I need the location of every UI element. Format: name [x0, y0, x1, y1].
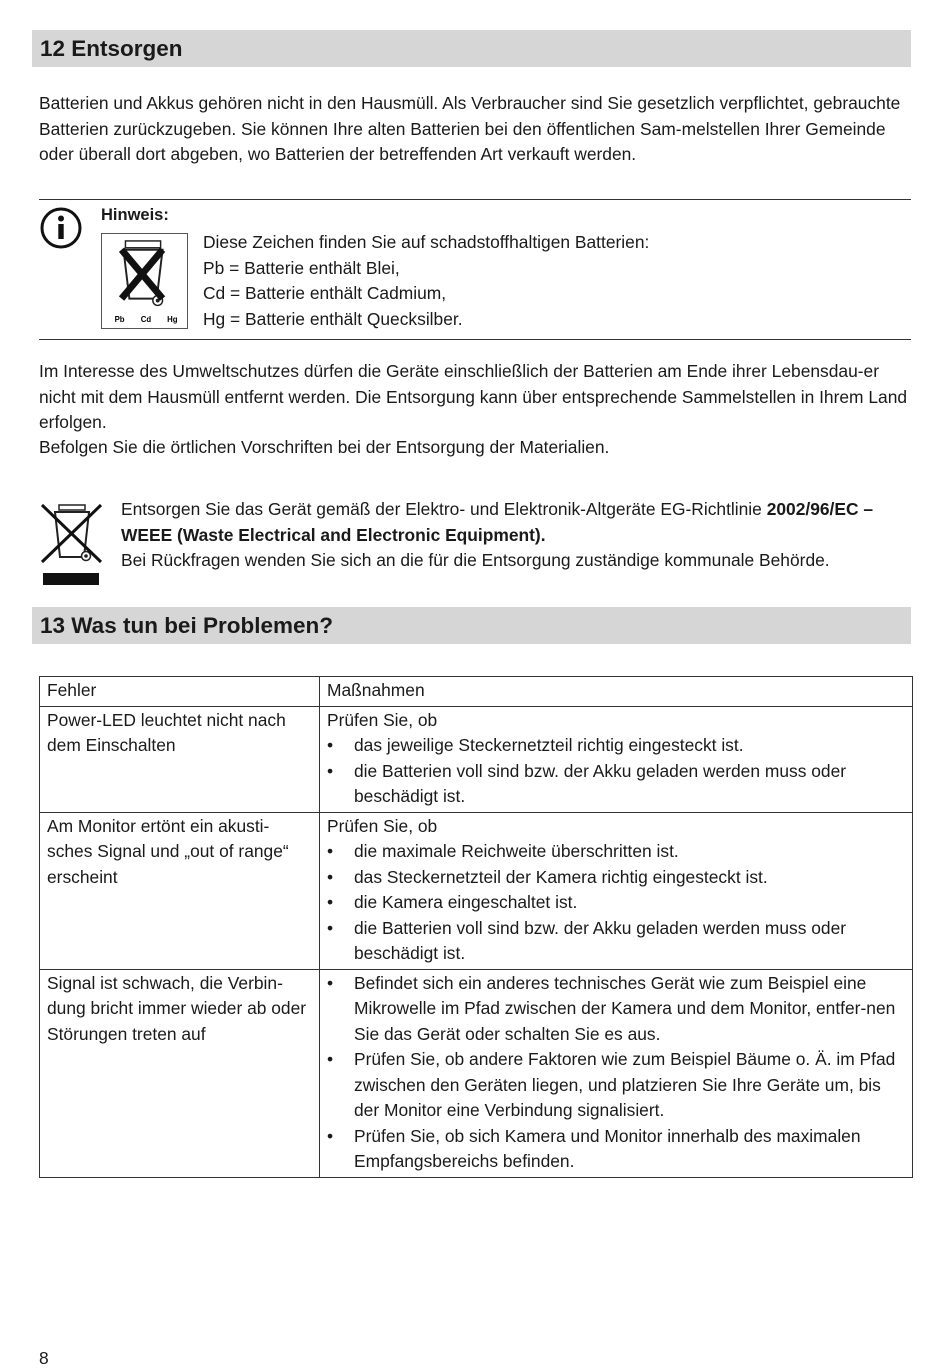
table-row	[40, 812, 913, 969]
battery-label-cd: Cd	[140, 315, 152, 325]
note-text	[203, 230, 903, 332]
weee-text: Entsorgen Sie das Gerät gemäß der Elektro- und Elektronik-Altgeräte EG-Richtlinie	[121, 499, 767, 519]
list-item	[327, 890, 906, 916]
weee-directive: 2002/96/EC – WEEE (Waste Electrical and Electronic Equipment).	[121, 499, 874, 545]
measures-cell	[320, 706, 913, 812]
info-icon	[40, 207, 82, 249]
weee-contact-text: Bei Rückfragen wenden Sie sich an die für die Entsorgung zuständige kommunale Behörde.	[121, 550, 830, 570]
bullet: •	[327, 735, 334, 755]
section-heading-entsorgen: 12 Entsorgen	[32, 30, 911, 67]
measures-cell	[320, 812, 913, 969]
bullet: •	[327, 1049, 334, 1069]
bullet: •	[327, 972, 334, 993]
page-number: 8	[39, 1348, 49, 1368]
table-header-row	[40, 677, 913, 707]
note-line: Cd = Batterie enthält Cadmium,	[203, 283, 447, 303]
bullet: •	[327, 841, 334, 861]
measures-cell	[320, 969, 913, 1177]
divider	[39, 199, 911, 200]
list-item	[327, 1124, 906, 1175]
divider	[39, 339, 911, 340]
bullet: •	[327, 1125, 334, 1146]
battery-label-hg: Hg	[167, 315, 178, 325]
bullet: •	[327, 917, 334, 938]
fault-cell: Am Monitor ertönt ein akusti-sches Signal und „out of range“ erscheint	[40, 812, 320, 969]
measures-lead: Prüfen Sie, ob	[327, 815, 438, 836]
table-row	[40, 969, 913, 1177]
battery-label-pb: Pb	[114, 315, 125, 325]
bullet: •	[327, 760, 334, 781]
list-item-text: Prüfen Sie, ob sich Kamera und Monitor innerhalb des maximalen Empfangsbereichs befinden.	[354, 1125, 861, 1171]
list-item	[327, 733, 906, 759]
list-item-text: die Batterien voll sind bzw. der Akku geladen werden muss oder beschädigt ist.	[354, 917, 847, 963]
list-item-text: Prüfen Sie, ob andere Faktoren wie zum Beispiel Bäume o. Ä. im Pfad zwischen den Geräten liegen, und platzieren Sie Ihre Geräte um, bis der Monitor eine Verbindung signalisiert.	[354, 1049, 896, 1120]
list-item-text: das jeweilige Steckernetzteil richtig eingesteckt ist.	[354, 735, 744, 755]
weee-paragraph	[121, 497, 911, 574]
bullet: •	[327, 866, 334, 887]
list-item	[327, 839, 906, 865]
list-item-text: Befindet sich ein anderes technisches Gerät wie zum Beispiel eine Mikrowelle im Pfad zwischen der Kamera und dem Monitor, entfer-nen Sie das Gerät oder schalten Sie es aus.	[354, 972, 896, 1044]
note-line: Diese Zeichen finden Sie auf schadstoffhaltigen Batterien:	[203, 232, 650, 252]
section-heading-problems: 13 Was tun bei Problemen?	[32, 607, 911, 644]
list-item	[327, 971, 906, 1048]
list-item-text: die Kamera eingeschaltet ist.	[354, 892, 578, 912]
list-item-text: die Batterien voll sind bzw. der Akku geladen werden muss oder beschädigt ist.	[354, 760, 847, 806]
column-header-measures: Maßnahmen	[320, 677, 913, 707]
troubleshooting-table	[39, 676, 913, 1178]
measures-lead: Prüfen Sie, ob	[327, 709, 438, 730]
list-item-text: die maximale Reichweite überschritten ist.	[354, 841, 679, 861]
regulations-paragraph: Befolgen Sie die örtlichen Vorschriften bei der Entsorgung der Materialien.	[39, 437, 610, 457]
list-item-text: das Steckernetzteil der Kamera richtig eingesteckt ist.	[354, 866, 768, 887]
fault-cell: Power-LED leuchtet nicht nach dem Einschalten	[40, 706, 320, 812]
intro-paragraph: Batterien und Akkus gehören nicht in den Hausmüll. Als Verbraucher sind Sie gesetzlich verpflichtet, gebrauchte Batterien zurückzugeben. Sie können Ihre alten Batterien bei den öffentlichen Sam-melstellen Ihrer Gemeinde oder überall dort abgeben, wo Batterien der betreffenden Art verkauft werden.	[39, 93, 901, 164]
note-line: Pb = Batterie enthält Blei,	[203, 257, 400, 278]
fault-cell: Signal ist schwach, die Verbin-dung bricht immer wieder ab oder Störungen treten auf	[40, 969, 320, 1177]
bullet: •	[327, 892, 334, 912]
list-item	[327, 865, 906, 891]
table-row	[40, 706, 913, 812]
note-title: Hinweis:	[101, 206, 169, 224]
weee-bin-icon	[39, 497, 105, 587]
list-item	[327, 1047, 906, 1124]
note-line: Hg = Batterie enthält Quecksilber.	[203, 308, 463, 329]
column-header-fault: Fehler	[40, 677, 320, 707]
list-item	[327, 759, 906, 810]
environment-paragraph: Im Interesse des Umweltschutzes dürfen die Geräte einschließlich der Batterien am Ende ihrer Lebensdau-er nicht mit dem Hausmüll entfernt werden. Die Entsorgung kann über entsprechende Sammelstellen in Ihrem Land erfolgen.	[39, 361, 908, 432]
list-item	[327, 916, 906, 967]
crossed-bin-battery-icon	[101, 233, 188, 329]
